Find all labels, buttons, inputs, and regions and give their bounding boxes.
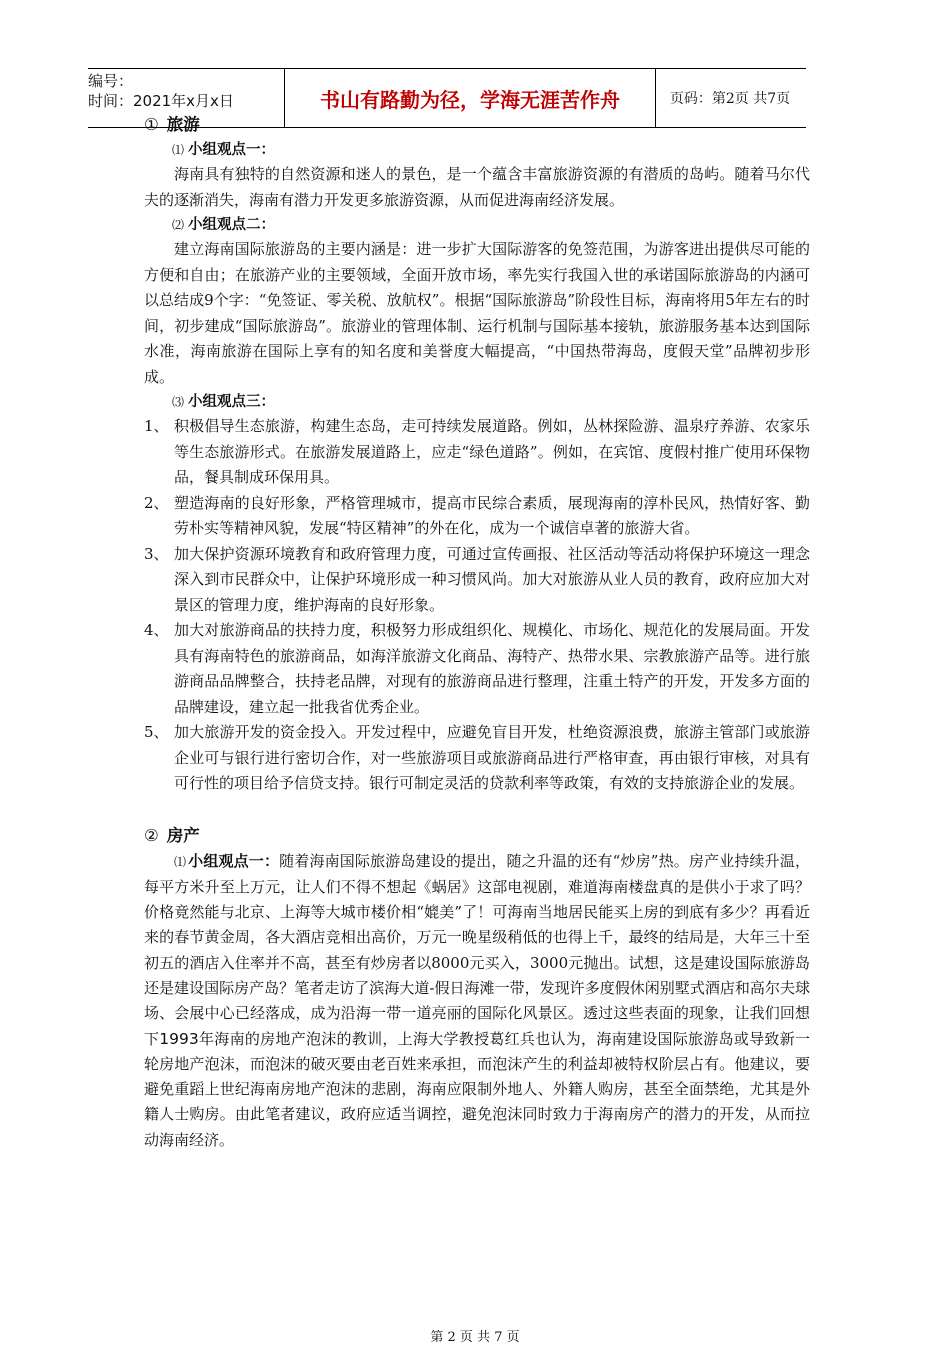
list-item xyxy=(144,491,810,542)
viewpoint-number: ⑵ xyxy=(172,218,185,232)
paragraph-text: 年海南的房地产泡沫的教训，上海大学教授葛红兵也认为，海南建设国际旅游岛或导致新一轮房地产泡沫，而泡沫的破灭要由老百姓来承担，而泡沫产生的利益却被特权阶层占有。他建议，要避免重蹈上世纪海南房地产泡沫的悲剧，海南应限制外地人、外籍人购房，甚至全面禁绝，尤其是外籍人士购房。由此笔者建议，政府应适当调控，避免泡沫同时致力于海南房产的潜力的开发，从而拉动海南经济。 xyxy=(144,1029,810,1149)
paragraph: 建立海南国际旅游岛的主要内涵是：进一步扩大国际游客的免签范围，为游客进出提供尽可能的方便和自由；在旅游产业的主要领域，全面开放市场，率先实行我国入世的承诺国际旅游岛的内涵可以总结成9个字：“免签证、零关税、放航权”。根据“国际旅游岛”阶段性目标，海南将用5年左右的时间，初步建成“国际旅游岛”。旅游业的管理体制、运行机制与国际基本接轨，旅游服务基本达到国际水准，海南旅游在国际上享有的知名度和美誉度大幅提高，“中国热带海岛，度假天堂”品牌初步形成。 xyxy=(144,240,810,386)
list-text: 塑造海南的良好形象，严格管理城市，提高市民综合素质，展现海南的淳朴民风，热情好客、勤劳朴实等精神风貌，发展“特区精神”的外在化，成为一个诚信卓著的旅游大省。 xyxy=(174,493,810,537)
list-item xyxy=(144,414,810,491)
list-number: 4、 xyxy=(144,621,169,639)
viewpoint-heading xyxy=(144,390,810,414)
year-text: 1993 xyxy=(159,1029,199,1048)
paragraph xyxy=(144,849,810,1154)
list-number: 5、 xyxy=(144,723,169,741)
list-text: 积极倡导生态旅游，构建生态岛，走可持续发展道路。例如，丛林探险游、温泉疗养游、农家乐等生态旅游形式。在旅游发展道路上，应走“绿色道路”。例如，在宾馆、度假村推广使用环保物品，餐具制成环保用具。 xyxy=(174,417,810,486)
list-text: 加大对旅游商品的扶持力度，积极努力形成组织化、规模化、市场化、规范化的发展局面。开发具有海南特色的旅游商品，如海洋旅游文化商品、海特产、热带水果、宗教旅游产品等。进行旅游商品品牌整合，扶持老品牌，对现有的旅游商品进行整理，注重土特产的开发，开发多方面的品牌建设，建立起一批我省优秀企业。 xyxy=(174,621,810,716)
list-text: 加大旅游开发的资金投入。开发过程中，应避免盲目开发，杜绝资源浪费，旅游主管部门或旅游企业可与银行进行密切合作，对一些旅游项目或旅游商品进行严格审查，再由银行审核，对具有可行性的项目给予信贷支持。银行可制定灵活的贷款利率等政策，有效的支持旅游企业的发展。 xyxy=(174,723,810,792)
document-body xyxy=(144,112,810,1153)
viewpoint-label: 小组观点三： xyxy=(188,394,276,410)
viewpoint-heading xyxy=(144,138,810,162)
section-heading-tourism xyxy=(144,112,810,138)
section-title: 房产 xyxy=(166,825,200,845)
section-number: ① xyxy=(144,115,159,134)
viewpoint-number: ⑴ xyxy=(174,854,187,869)
viewpoint-number: ⑶ xyxy=(172,395,185,409)
viewpoint-number: ⑴ xyxy=(172,143,185,157)
viewpoint-heading xyxy=(144,213,810,237)
time-label: 时间：2021年x月x日 xyxy=(88,92,234,110)
list-text: 加大保护资源环境教育和政府管理力度，可通过宣传画报、社区活动等活动将保护环境这一理念深入到市民群众中，让保护环境形成一种习惯风尚。加大对旅游从业人员的教育，政府应加大对景区的管理力度，维护海南的良好形象。 xyxy=(174,544,810,614)
header-motto: 书山有路勤为径，学海无涯苦作舟 xyxy=(284,69,656,127)
viewpoint-label: 小组观点一： xyxy=(188,142,276,158)
list-item xyxy=(144,720,810,797)
section-title: 旅游 xyxy=(166,115,200,134)
section-heading-property xyxy=(144,823,810,849)
viewpoint-label: 小组观点一： xyxy=(188,851,280,870)
header-page-number: 页码：第2页 共7页 xyxy=(669,91,791,107)
viewpoint-label: 小组观点二： xyxy=(188,217,276,233)
list-number: 1、 xyxy=(144,417,169,435)
code-label: 编号： xyxy=(88,72,134,90)
paragraph-text: 随着海南国际旅游岛建设的提出，随之升温的还有“炒房”热。房产业持续升温，每平方米升至上万元，让人们不得不想起《蜗居》这部电视剧，难道海南楼盘真的是供小于求了吗？价格竟然能与北京、上海等大城市楼价相“媲美”了！可海南当地居民能买上房的到底有多少？再看近来的春节黄金周，各大酒店竞相出高价，万元一晚星级稍低的也得上千，最终的结局是，大年三十至初五的酒店入住率并不高，甚至有炒房者以8000元买入，3000元抛出。试想，这是建设国际旅游岛还是建设国际房产岛？笔者走访了滨海大道-假日海滩一带，发现许多度假休闲别墅式酒店和高尔夫球场、会展中心已经落成，成为沿海一带一道亮丽的国际化风景区。透过这些表面的现象，让我们回想下 xyxy=(144,851,810,1048)
spacer xyxy=(144,797,810,823)
paragraph: 海南具有独特的自然资源和迷人的景色，是一个蕴含丰富旅游资源的有潜质的岛屿。随着马尔代夫的逐渐消失，海南有潜力开发更多旅游资源，从而促进海南经济发展。 xyxy=(144,165,810,209)
list-item xyxy=(144,618,810,720)
list-number: 2、 xyxy=(144,493,169,512)
section-number: ② xyxy=(144,825,159,845)
list-item xyxy=(144,542,810,619)
list-number: 3、 xyxy=(144,544,169,563)
page-footer: 第 2 页 共 7 页 xyxy=(430,1330,520,1345)
